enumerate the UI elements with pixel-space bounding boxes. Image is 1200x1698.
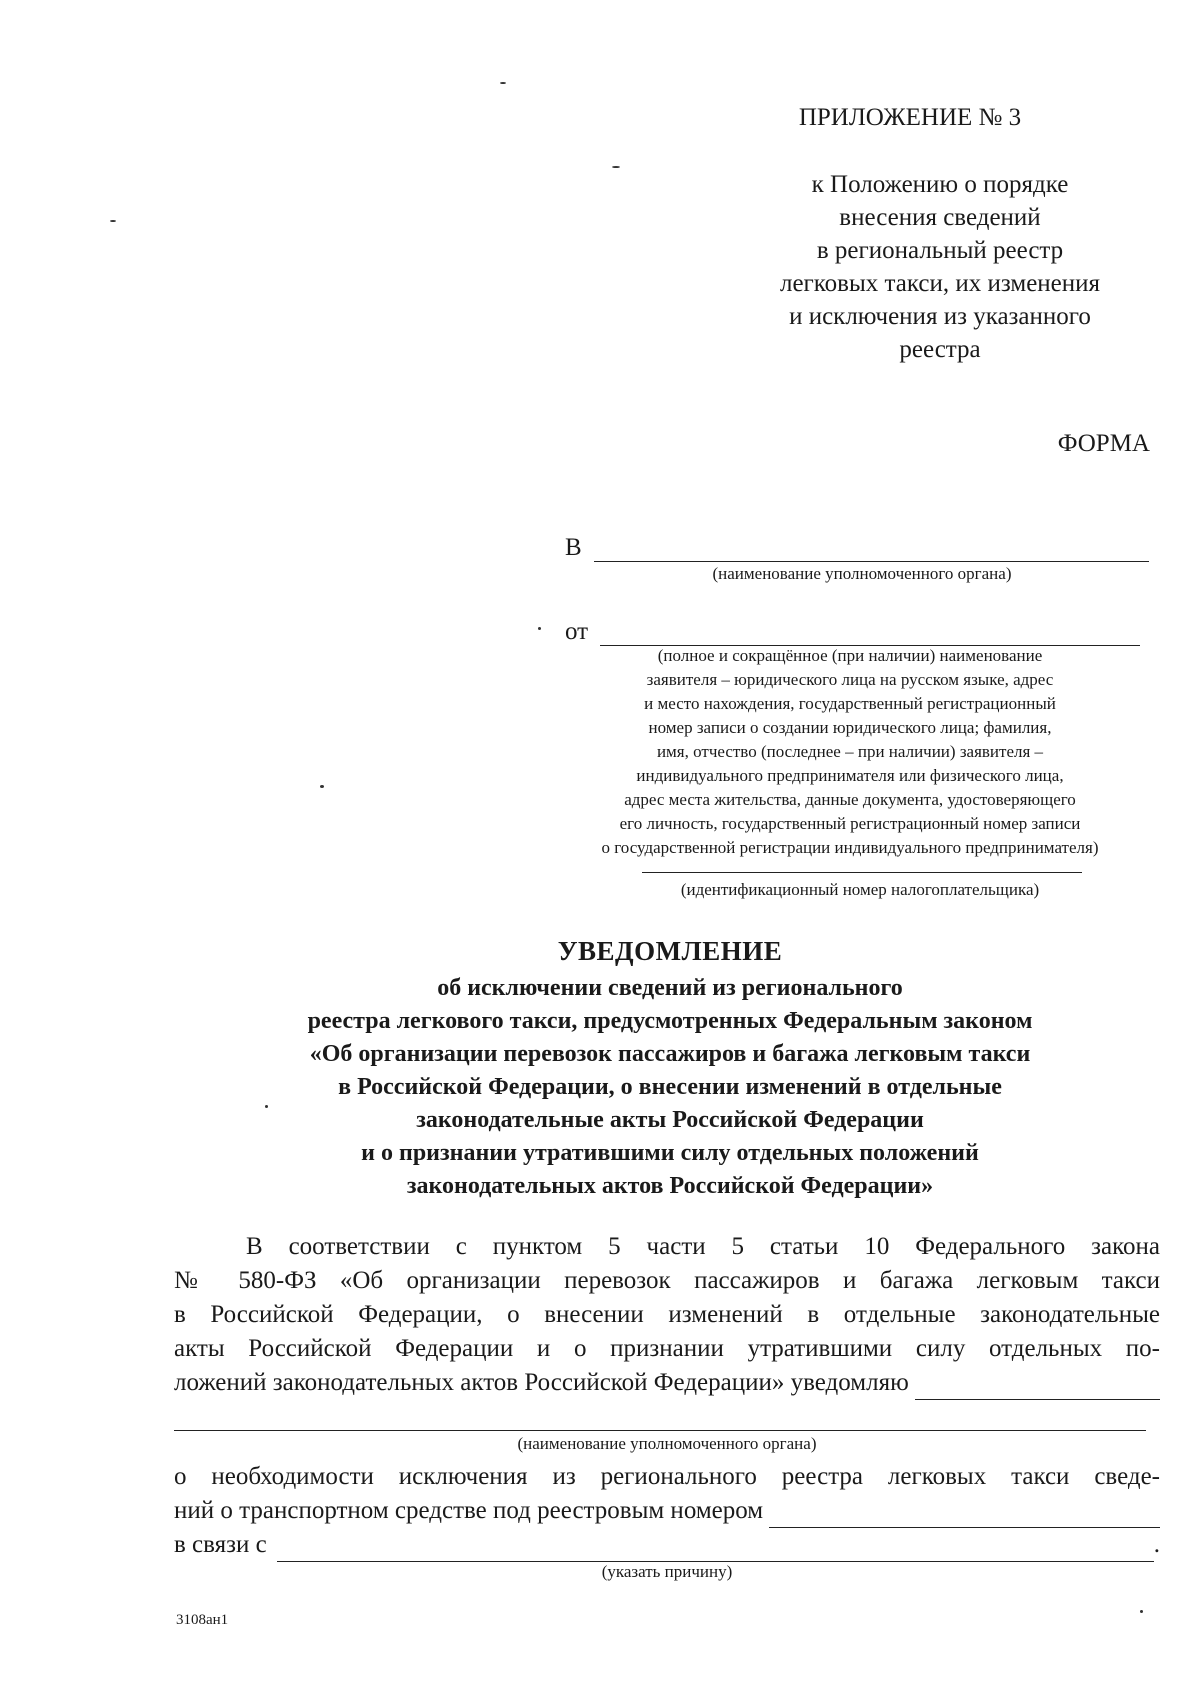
addressee-to-prefix: В xyxy=(565,534,582,561)
form-label: ФОРМА xyxy=(1057,430,1150,457)
appendix-reference-line: легковых такси, их изменения xyxy=(779,270,1101,297)
scan-speck xyxy=(265,1105,268,1108)
addressee-to-blank[interactable] xyxy=(594,537,1149,562)
organ-name-caption: (наименование уполномоченного органа) xyxy=(517,1434,817,1453)
document-code: 3108ан1 xyxy=(176,1612,229,1628)
body-notify-row xyxy=(174,1366,1160,1400)
appendix-reference-line: реестра xyxy=(899,336,981,363)
scan-speck xyxy=(110,220,116,222)
notice-subtitle-line: законодательных актов Российской Федерации» xyxy=(406,1173,934,1199)
notice-subtitle-line: об исключении сведений из регионального xyxy=(437,975,903,1001)
notice-subtitle-line: законодательные акты Российской Федерации xyxy=(416,1107,924,1133)
scan-speck xyxy=(538,627,541,630)
body-line: о необходимости исключения из регионального реестра легковых такси сведе- xyxy=(174,1463,1160,1490)
notice-body xyxy=(174,1230,1160,1400)
body-registry-row xyxy=(174,1494,1160,1528)
scan-speck xyxy=(320,785,324,788)
addressee-to-caption: (наименование уполномоченного органа) xyxy=(712,564,1012,583)
notice-subtitle-line: реестра легкового такси, предусмотренных Федеральным законом xyxy=(307,1008,1033,1034)
appendix-reference-line: внесения сведений xyxy=(839,204,1041,231)
notice-subtitle-line: в Российской Федерации, о внесении изменений в отдельные xyxy=(338,1074,1002,1100)
appendix-reference-line: к Положению о порядке xyxy=(811,171,1069,198)
caption-line: индивидуального предпринимателя или физического лица, xyxy=(636,766,1064,785)
notice-subtitle-line: «Об организации перевозок пассажиров и багажа легковым такси xyxy=(309,1041,1031,1067)
notice-title: УВЕДОМЛЕНИЕ xyxy=(557,936,783,966)
addressee-from-row xyxy=(565,618,1140,646)
caption-line: адрес места жительства, данные документа, удостоверяющего xyxy=(624,790,1076,809)
body-line: акты Российской Федерации и о признании утратившими силу отдельных по- xyxy=(174,1335,1160,1362)
body-line: ний о транспортном средстве под реестровым номером xyxy=(174,1497,764,1524)
notify-organ-blank[interactable] xyxy=(915,1373,1160,1400)
scan-speck xyxy=(612,166,620,168)
registry-number-blank[interactable] xyxy=(769,1501,1160,1528)
reason-caption: (указать причину) xyxy=(601,1562,733,1581)
scan-speck xyxy=(500,82,506,84)
caption-line: номер записи о создании юридического лица; фамилия, xyxy=(648,718,1052,737)
inn-blank[interactable] xyxy=(642,870,1082,873)
body-line: № 580-ФЗ «Об организации перевозок пассажиров и багажа легковым такси xyxy=(174,1267,1160,1294)
body-line: ложений законодательных актов Российской Федерации» уведомляю xyxy=(174,1369,909,1396)
reason-end: . xyxy=(1153,1531,1160,1558)
caption-line: о государственной регистрации индивидуального предпринимателя) xyxy=(601,838,1099,857)
addressee-to-row xyxy=(565,534,1149,562)
addressee-from-caption xyxy=(560,644,1140,860)
caption-line: имя, отчество (последнее – при наличии) заявителя – xyxy=(656,742,1044,761)
caption-line: его личность, государственный регистрационный номер записи xyxy=(619,814,1081,833)
reason-blank[interactable] xyxy=(277,1535,1154,1562)
caption-line: (полное и сокращённое (при наличии) наименование xyxy=(657,646,1043,665)
reason-prefix: в связи с xyxy=(174,1531,267,1558)
appendix-reference xyxy=(740,168,1140,366)
caption-line: и место нахождения, государственный регистрационный xyxy=(644,694,1056,713)
body-line: В соответствии с пунктом 5 части 5 статьи 10 Федерального закона xyxy=(246,1233,1160,1260)
addressee-from-prefix: от xyxy=(565,618,589,645)
inn-caption: (идентификационный номер налогоплательщика) xyxy=(680,880,1040,899)
notice-body-continued xyxy=(174,1460,1160,1562)
addressee-from-blank[interactable] xyxy=(600,621,1140,646)
notice-subtitle xyxy=(170,972,1170,1203)
appendix-reference-line: в региональный реестр xyxy=(816,237,1064,264)
scan-speck xyxy=(1140,1610,1143,1613)
notice-subtitle-line: и о признании утратившими силу отдельных положений xyxy=(361,1140,979,1166)
body-reason-row xyxy=(174,1528,1160,1562)
caption-line: заявителя – юридического лица на русском языке, адрес xyxy=(646,670,1054,689)
appendix-reference-line: и исключения из указанного xyxy=(789,303,1091,330)
organ-name-blank[interactable] xyxy=(174,1428,1146,1431)
appendix-title: ПРИЛОЖЕНИЕ № 3 xyxy=(798,104,1022,131)
body-line: в Российской Федерации, о внесении изменений в отдельные законодательные xyxy=(174,1301,1160,1328)
